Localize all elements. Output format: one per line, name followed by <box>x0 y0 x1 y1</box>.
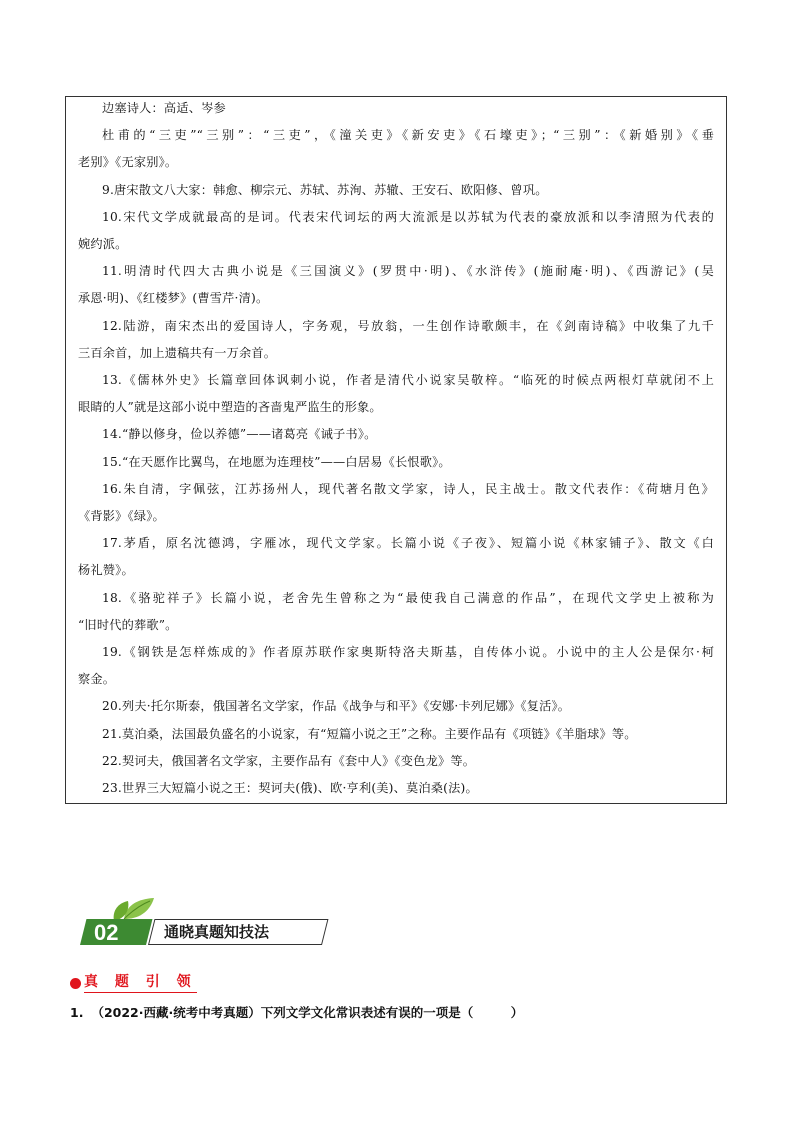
note-line: “旧时代的葬歌”。 <box>78 617 178 632</box>
note-line: 16.朱自清，字佩弦，江苏扬州人，现代著名散文学家，诗人，民主战士。散文代表作：《荷塘月色》 <box>102 481 714 496</box>
question-text: （2022·西藏·统考中考真题）下列文学文化常识表述有误的一项是（ ） <box>91 1005 524 1020</box>
note-line: 9.唐宋散文八大家：韩愈、柳宗元、苏轼、苏洵、苏辙、王安石、欧阳修、曾巩。 <box>102 182 548 197</box>
note-line: 15.“在天愿作比翼鸟，在地愿为连理枝”——白居易《长恨歌》。 <box>102 454 451 469</box>
note-line: 22.契诃夫，俄国著名文学家，主要作品有《套中人》《变色龙》等。 <box>102 753 476 768</box>
note-line: 老别》《无家别》。 <box>78 155 178 170</box>
red-dot-icon <box>70 978 81 989</box>
note-line: 10.宋代文学成就最高的是词。代表宋代词坛的两大流派是以苏轼为代表的豪放派和以李清照为代表的 <box>102 209 714 224</box>
note-line: 三百余首，加上遗稿共有一万余首。 <box>78 345 277 360</box>
note-line: 17.茅盾，原名沈德鸿，字雁冰，现代文学家。长篇小说《子夜》、短篇小说《林家铺子》、散文《白 <box>102 536 714 551</box>
note-line: 杨礼赞》。 <box>78 563 134 578</box>
guide-label: 真 题 引 领 <box>84 973 197 993</box>
note-line: 《背影》《绿》。 <box>78 509 165 524</box>
note-line: 20.列夫·托尔斯泰，俄国著名文学家，作品《战争与和平》《安娜·卡列尼娜》《复活》。 <box>102 699 571 714</box>
note-line: 边塞诗人：高适、岑参 <box>102 101 226 115</box>
section-header <box>80 893 330 953</box>
note-line: 察金。 <box>78 672 116 687</box>
note-line: 眼睛的人”就是这部小说中塑造的吝啬鬼严监生的形象。 <box>78 400 382 415</box>
note-line: 23.世界三大短篇小说之王：契诃夫(俄)、欧·亨利(美)、莫泊桑(法)。 <box>102 781 478 796</box>
note-line: 21.莫泊桑，法国最负盛名的小说家，有“短篇小说之王”之称。主要作品有《项链》《羊脂球》等。 <box>102 726 637 741</box>
section-number: 02 <box>94 920 119 945</box>
note-line: 承恩·明)、《红楼梦》(曹雪芹·清)。 <box>78 291 269 306</box>
question-1 <box>70 1003 523 1021</box>
note-line: 11.明清时代四大古典小说是《三国演义》(罗贯中·明)、《水浒传》(施耐庵·明)、《西游记》(吴 <box>102 264 714 279</box>
guide-heading <box>70 973 197 993</box>
section-title: 通晓真题知技法 <box>164 923 270 941</box>
note-line: 婉约派。 <box>78 237 128 252</box>
note-line: 14.“静以修身，俭以养德”——诸葛亮《诫子书》。 <box>102 427 377 442</box>
note-line: 杜甫的“三吏”“三别”：“三吏”，《潼关吏》《新安吏》《石壕吏》；“三别”：《新婚别》《垂 <box>102 128 714 143</box>
question-number: 1. <box>70 1005 84 1020</box>
note-line: 13.《儒林外史》长篇章回体讽刺小说，作者是清代小说家吴敬梓。“临死的时候点两根灯草就闭不上 <box>102 373 714 388</box>
note-line: 19.《钢铁是怎样炼成的》作者原苏联作家奥斯特洛夫斯基，自传体小说。小说中的主人公是保尔·柯 <box>102 645 714 660</box>
note-line: 12.陆游，南宋杰出的爱国诗人，字务观，号放翁，一生创作诗歌颇丰，在《剑南诗稿》中收集了九千 <box>102 318 714 333</box>
knowledge-notes-box <box>65 96 727 804</box>
note-line: 18.《骆驼祥子》长篇小说，老舍先生曾称之为“最使我自己满意的作品”，在现代文学史上被称为 <box>102 590 714 605</box>
